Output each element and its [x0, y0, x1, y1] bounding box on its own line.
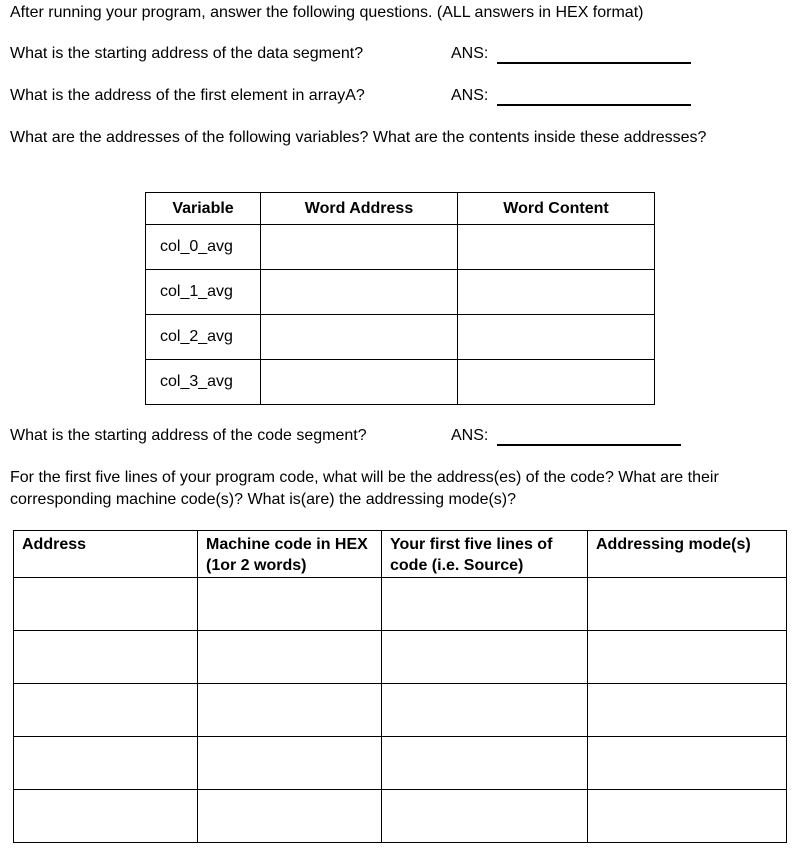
header-variable: Variable — [146, 193, 261, 225]
header-source-code: Your first five lines of code (i.e. Source) — [382, 531, 588, 578]
word-address-cell[interactable] — [261, 225, 458, 270]
addressing-mode-cell[interactable] — [588, 684, 787, 737]
addressing-mode-cell[interactable] — [588, 578, 787, 631]
machine-code-cell[interactable] — [198, 578, 382, 631]
answer-line-data-segment[interactable] — [497, 62, 691, 64]
header-word-address: Word Address — [261, 193, 458, 225]
table-row — [146, 360, 655, 405]
variable-table — [145, 192, 655, 405]
address-cell[interactable] — [14, 578, 198, 631]
addressing-mode-cell[interactable] — [588, 790, 787, 843]
word-address-cell[interactable] — [261, 315, 458, 360]
ans-label-data-segment: ANS: — [451, 45, 489, 62]
question-first-five-lines: For the first five lines of your program code, what will be the address(es) of the code? What are their corresponding machine code(s)? What is(are) the addressing mode(s)? — [10, 469, 719, 508]
table-row — [14, 631, 787, 684]
source-cell[interactable] — [382, 631, 588, 684]
word-content-cell[interactable] — [458, 360, 655, 405]
addressing-mode-cell[interactable] — [588, 737, 787, 790]
header-word-content: Word Content — [458, 193, 655, 225]
variable-name: col_3_avg — [146, 360, 261, 405]
source-cell[interactable] — [382, 737, 588, 790]
question-data-segment: What is the starting address of the data segment? — [10, 45, 364, 62]
machine-code-cell[interactable] — [198, 737, 382, 790]
machine-code-cell[interactable] — [198, 631, 382, 684]
header-machine-code: Machine code in HEX (1or 2 words) — [198, 531, 382, 578]
source-cell[interactable] — [382, 790, 588, 843]
variable-name: col_1_avg — [146, 270, 261, 315]
code-table — [13, 530, 787, 843]
address-cell[interactable] — [14, 790, 198, 843]
header-addressing-mode: Addressing mode(s) — [588, 531, 787, 578]
variable-name: col_2_avg — [146, 315, 261, 360]
question-arraya-address: What is the address of the first element in arrayA? — [10, 87, 365, 104]
source-cell[interactable] — [382, 578, 588, 631]
table-row — [146, 315, 655, 360]
question-code-segment: What is the starting address of the code segment? — [10, 427, 367, 444]
word-address-cell[interactable] — [261, 360, 458, 405]
address-cell[interactable] — [14, 737, 198, 790]
answer-line-code-segment[interactable] — [497, 444, 681, 446]
code-table-header-row — [14, 531, 787, 578]
header-address: Address — [14, 531, 198, 578]
table-row — [146, 225, 655, 270]
ans-label-code-segment: ANS: — [451, 427, 489, 444]
word-content-cell[interactable] — [458, 315, 655, 360]
word-content-cell[interactable] — [458, 270, 655, 315]
machine-code-cell[interactable] — [198, 790, 382, 843]
address-cell[interactable] — [14, 684, 198, 737]
ans-label-arraya-address: ANS: — [451, 87, 489, 104]
source-cell[interactable] — [382, 684, 588, 737]
answer-line-arraya-address[interactable] — [497, 104, 691, 106]
table-row — [14, 578, 787, 631]
variable-name: col_0_avg — [146, 225, 261, 270]
question-variable-addresses: What are the addresses of the following variables? What are the contents inside these addresses? — [10, 129, 707, 146]
word-address-cell[interactable] — [261, 270, 458, 315]
addressing-mode-cell[interactable] — [588, 631, 787, 684]
table-row — [14, 737, 787, 790]
table-row — [14, 684, 787, 737]
table-row — [146, 270, 655, 315]
word-content-cell[interactable] — [458, 225, 655, 270]
table-row — [14, 790, 787, 843]
variable-table-header-row — [146, 193, 655, 225]
address-cell[interactable] — [14, 631, 198, 684]
intro-text: After running your program, answer the following questions. (ALL answers in HEX format) — [10, 4, 644, 21]
machine-code-cell[interactable] — [198, 684, 382, 737]
